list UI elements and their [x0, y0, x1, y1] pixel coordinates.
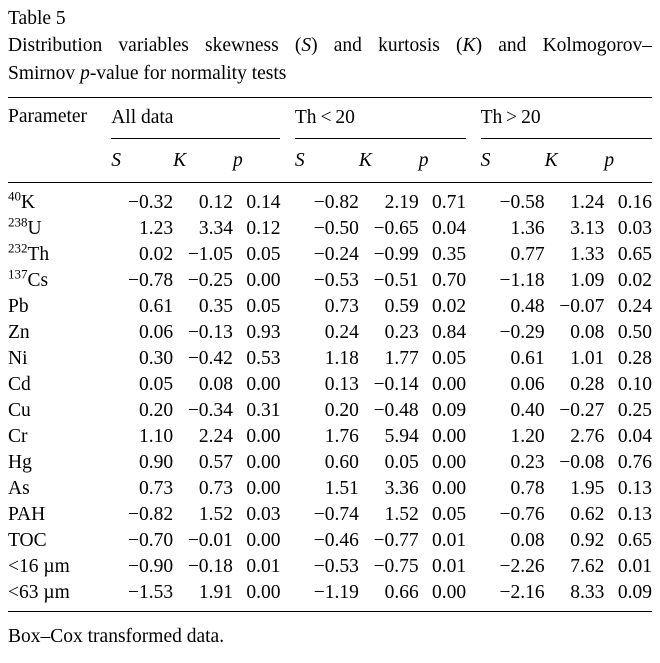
column-spacer [466, 320, 480, 346]
value-cell-k: −1.05 [187, 244, 233, 265]
value-cell-k: 1.09 [570, 270, 605, 291]
value-cell-p: 0.04 [432, 218, 467, 239]
subheader-k: K [173, 139, 233, 183]
value-cell-s: 1.76 [324, 426, 359, 447]
caption-text: ) and kurtosis ( [311, 35, 463, 56]
param-label: Hg [8, 452, 32, 473]
param-label: U [27, 218, 42, 239]
column-spacer [466, 139, 480, 183]
subheader-s: S [481, 139, 545, 183]
value-cell-p: 0.84 [432, 322, 467, 343]
value-cell-k: 0.92 [570, 530, 605, 551]
value-cell-p: 0.16 [617, 192, 652, 213]
table-row [8, 528, 652, 554]
param-cell [8, 450, 111, 476]
group-header-all-data [111, 98, 280, 140]
group-header-th-lt-20 [295, 98, 466, 140]
value-cell-s: −1.53 [111, 580, 173, 612]
value-cell-k: −0.51 [373, 270, 419, 291]
subheader-p: p [604, 139, 652, 183]
value-cell-p: 0.09 [432, 400, 467, 421]
value-cell-k: 0.05 [384, 452, 419, 473]
value-cell-p: 0.05 [432, 504, 467, 525]
column-spacer [280, 580, 294, 612]
value-cell-s: 0.20 [324, 400, 359, 421]
param-cell [8, 424, 111, 450]
value-cell-k: 8.33 [545, 580, 605, 612]
value-cell-p: 0.00 [233, 580, 281, 612]
value-cell-k: −0.48 [373, 400, 419, 421]
value-cell-k: 0.59 [384, 296, 419, 317]
table-row [8, 242, 652, 268]
value-cell-p: 0.00 [432, 452, 467, 473]
value-cell-p: 0.28 [617, 348, 652, 369]
isotope-mass-number: 137 [8, 266, 28, 282]
value-cell-s: 0.61 [138, 296, 174, 317]
value-cell-s: −0.78 [127, 270, 174, 291]
value-cell-k: 1.95 [570, 478, 605, 499]
value-cell-s: 0.48 [510, 296, 545, 317]
value-cell-k: 1.33 [570, 244, 605, 265]
value-cell-p: 0.53 [246, 348, 281, 369]
value-cell-p: 0.00 [246, 270, 281, 291]
subheader-p: p [419, 139, 466, 183]
value-cell-p: 0.65 [617, 530, 652, 551]
caption-text: Smirnov [8, 63, 81, 84]
value-cell-s: 0.08 [510, 530, 545, 551]
column-spacer [466, 450, 480, 476]
value-cell-p: 0.35 [432, 244, 467, 265]
value-cell-p: 0.05 [246, 296, 281, 317]
value-cell-p: 0.65 [617, 244, 652, 265]
value-cell-p: 0.00 [432, 426, 467, 447]
column-spacer [466, 242, 480, 268]
value-cell-p: 0.25 [617, 400, 652, 421]
param-label: Cs [27, 270, 49, 291]
column-spacer [280, 183, 294, 217]
value-cell-p: 0.10 [617, 374, 652, 395]
column-spacer [466, 424, 480, 450]
param-label: PAH [8, 504, 46, 525]
column-spacer [466, 216, 480, 242]
table-row [8, 398, 652, 424]
value-cell-s: 1.51 [324, 478, 359, 499]
value-cell-p: 0.71 [432, 192, 467, 213]
value-cell-p: 0.01 [617, 556, 652, 577]
param-label: Cr [8, 426, 28, 447]
column-spacer [280, 502, 294, 528]
param-cell [8, 502, 111, 528]
value-cell-s: −0.50 [313, 218, 359, 239]
value-cell-p: 0.00 [246, 452, 281, 473]
subheader-s: S [111, 139, 173, 183]
value-cell-k: 0.23 [384, 322, 419, 343]
value-cell-k: −0.01 [187, 530, 233, 551]
table-row [8, 554, 652, 580]
value-cell-k: −0.42 [187, 348, 233, 369]
group-label: Th < 20 [295, 106, 466, 139]
value-cell-p: 0.05 [246, 244, 281, 265]
isotope-mass-number: 238 [8, 214, 28, 230]
value-cell-k: −0.27 [559, 400, 605, 421]
value-cell-s: 1.10 [138, 426, 174, 447]
value-cell-k: 3.13 [570, 218, 605, 239]
param-label: Zn [8, 322, 30, 343]
value-cell-s: −1.19 [295, 580, 359, 612]
value-cell-k: 1.52 [198, 504, 233, 525]
value-cell-p: 0.14 [246, 192, 281, 213]
value-cell-s: −0.74 [313, 504, 359, 525]
caption-italic-k: K [462, 35, 476, 56]
value-cell-p: 0.70 [432, 270, 467, 291]
table-row [8, 372, 652, 398]
value-cell-k: −0.13 [187, 322, 233, 343]
subheader-k: K [545, 139, 605, 183]
value-cell-s: 0.78 [510, 478, 545, 499]
value-cell-k: 1.91 [173, 580, 233, 612]
value-cell-k: 2.24 [198, 426, 233, 447]
value-cell-k: 0.08 [198, 374, 233, 395]
param-label: K [21, 192, 36, 213]
value-cell-p: 0.76 [617, 452, 652, 473]
column-spacer [466, 183, 480, 217]
group-label: All data [111, 106, 280, 139]
column-spacer [280, 98, 294, 140]
value-cell-k: −0.75 [373, 556, 419, 577]
value-cell-k: 0.57 [198, 452, 233, 473]
table-caption [8, 32, 652, 88]
column-spacer [466, 580, 480, 612]
value-cell-k: 0.28 [570, 374, 605, 395]
value-cell-p: 0.00 [419, 580, 466, 612]
value-cell-s: 1.20 [510, 426, 545, 447]
column-spacer [280, 216, 294, 242]
caption-line-1 [8, 32, 652, 60]
column-spacer [280, 268, 294, 294]
value-cell-k: −0.34 [187, 400, 233, 421]
value-cell-s: 0.06 [510, 374, 545, 395]
column-spacer [466, 346, 480, 372]
column-spacer [280, 242, 294, 268]
value-cell-k: 7.62 [570, 556, 605, 577]
value-cell-s: 0.02 [138, 244, 174, 265]
column-spacer [466, 98, 480, 140]
value-cell-s: 1.36 [510, 218, 545, 239]
value-cell-s: 0.05 [138, 374, 174, 395]
table-row [8, 424, 652, 450]
value-cell-p: 0.00 [432, 374, 467, 395]
value-cell-s: −0.82 [127, 504, 174, 525]
value-cell-s: −2.26 [499, 556, 545, 577]
value-cell-p: 0.31 [246, 400, 281, 421]
group-header-row [8, 98, 652, 140]
param-cell [8, 294, 111, 320]
subheader-k: K [359, 139, 419, 183]
column-spacer [466, 528, 480, 554]
value-cell-s: 0.06 [138, 322, 174, 343]
caption-text: ) and Kolmogorov– [475, 35, 652, 56]
value-cell-k: −0.25 [187, 270, 233, 291]
param-cell [8, 242, 111, 268]
value-cell-k: 0.35 [198, 296, 233, 317]
param-label: As [8, 478, 30, 499]
value-cell-p: 0.00 [246, 426, 281, 447]
parameter-column-header: Parameter [8, 98, 111, 183]
column-spacer [280, 294, 294, 320]
table-number-title: Table 5 [8, 8, 66, 29]
table-row [8, 183, 652, 217]
value-cell-p: 0.00 [246, 530, 281, 551]
value-cell-s: −0.70 [127, 530, 174, 551]
value-cell-s: 0.90 [138, 452, 174, 473]
param-cell [8, 320, 111, 346]
value-cell-s: −0.90 [127, 556, 174, 577]
value-cell-s: −0.53 [313, 270, 359, 291]
value-cell-k: 0.66 [359, 580, 419, 612]
value-cell-k: −0.77 [373, 530, 419, 551]
param-cell [8, 398, 111, 424]
value-cell-k: 1.77 [384, 348, 419, 369]
table-row [8, 320, 652, 346]
column-spacer [280, 139, 294, 183]
table-footnote: Box–Cox transformed data. [8, 626, 225, 647]
value-cell-s: −1.18 [499, 270, 545, 291]
column-spacer [280, 476, 294, 502]
value-cell-p: 0.03 [617, 218, 652, 239]
column-spacer [280, 372, 294, 398]
value-cell-s: −0.82 [313, 192, 359, 213]
value-cell-k: 0.62 [570, 504, 605, 525]
column-spacer [280, 554, 294, 580]
value-cell-p: 0.01 [432, 556, 467, 577]
value-cell-k: 0.73 [198, 478, 233, 499]
param-cell [8, 372, 111, 398]
value-cell-s: −0.76 [499, 504, 545, 525]
value-cell-p: 0.00 [246, 478, 281, 499]
param-label: Pb [8, 296, 29, 317]
value-cell-s: 1.23 [138, 218, 174, 239]
param-cell [8, 476, 111, 502]
value-cell-p: 0.13 [617, 504, 652, 525]
value-cell-k: −0.07 [559, 296, 605, 317]
value-cell-p: 0.04 [617, 426, 652, 447]
column-spacer [280, 424, 294, 450]
value-cell-k: 2.76 [570, 426, 605, 447]
value-cell-s: −0.46 [313, 530, 359, 551]
column-spacer [466, 268, 480, 294]
table-row [8, 580, 652, 612]
value-cell-p: 0.02 [432, 296, 467, 317]
param-cell [8, 528, 111, 554]
value-cell-k: 2.19 [384, 192, 419, 213]
value-cell-s: 0.60 [324, 452, 359, 473]
column-spacer [280, 398, 294, 424]
value-cell-k: −0.14 [373, 374, 419, 395]
column-spacer [466, 294, 480, 320]
value-cell-p: 0.09 [604, 580, 652, 612]
value-cell-k: −0.08 [559, 452, 605, 473]
value-cell-s: −0.29 [499, 322, 545, 343]
value-cell-p: 0.00 [432, 478, 467, 499]
caption-text: Distribution variables skewness ( [8, 35, 302, 56]
value-cell-s: 0.61 [510, 348, 545, 369]
value-cell-k: −0.99 [373, 244, 419, 265]
table-row [8, 268, 652, 294]
value-cell-s: −0.53 [313, 556, 359, 577]
table-row [8, 346, 652, 372]
column-spacer [280, 346, 294, 372]
value-cell-p: 0.93 [246, 322, 281, 343]
value-cell-s: 1.18 [324, 348, 359, 369]
column-spacer [280, 528, 294, 554]
column-spacer [466, 502, 480, 528]
value-cell-s: −0.58 [499, 192, 545, 213]
value-cell-k: 3.36 [384, 478, 419, 499]
caption-text: -value for normality tests [89, 63, 287, 84]
column-spacer [466, 372, 480, 398]
value-cell-s: 0.24 [324, 322, 359, 343]
caption-line-2 [8, 60, 652, 88]
param-cell [8, 183, 111, 217]
value-cell-s: 0.20 [138, 400, 174, 421]
table-row [8, 294, 652, 320]
value-cell-k: 5.94 [384, 426, 419, 447]
value-cell-p: 0.00 [246, 374, 281, 395]
param-cell [8, 216, 111, 242]
caption-italic-s: S [301, 35, 312, 56]
value-cell-s: −2.16 [481, 580, 545, 612]
value-cell-s: −0.32 [127, 192, 174, 213]
value-cell-s: 0.13 [324, 374, 359, 395]
param-cell [8, 580, 111, 612]
value-cell-k: −0.18 [187, 556, 233, 577]
param-cell [8, 268, 111, 294]
value-cell-p: 0.01 [432, 530, 467, 551]
param-label: <63 µm [8, 582, 70, 603]
table-row [8, 450, 652, 476]
value-cell-p: 0.01 [246, 556, 281, 577]
value-cell-k: 3.34 [198, 218, 233, 239]
isotope-mass-number: 40 [8, 188, 21, 204]
value-cell-k: −0.65 [373, 218, 419, 239]
subheader-s: S [295, 139, 359, 183]
param-cell [8, 346, 111, 372]
value-cell-s: 0.73 [138, 478, 174, 499]
value-cell-k: 1.01 [570, 348, 605, 369]
value-cell-s: 0.40 [510, 400, 545, 421]
value-cell-s: −0.24 [313, 244, 359, 265]
param-label: <16 µm [8, 556, 70, 577]
value-cell-p: 0.12 [246, 218, 281, 239]
value-cell-s: 0.73 [324, 296, 359, 317]
value-cell-k: 0.08 [570, 322, 605, 343]
param-label: Ni [8, 348, 28, 369]
caption-italic-p: p [80, 63, 90, 84]
value-cell-k: 0.12 [198, 192, 233, 213]
value-cell-p: 0.50 [617, 322, 652, 343]
column-spacer [280, 450, 294, 476]
value-cell-s: 0.77 [510, 244, 545, 265]
value-cell-p: 0.02 [617, 270, 652, 291]
column-spacer [466, 476, 480, 502]
param-cell [8, 554, 111, 580]
param-label: Th [27, 244, 50, 265]
table-row [8, 216, 652, 242]
value-cell-p: 0.05 [432, 348, 467, 369]
value-cell-k: 1.24 [570, 192, 605, 213]
param-label: Cu [8, 400, 31, 421]
value-cell-p: 0.13 [617, 478, 652, 499]
column-spacer [280, 320, 294, 346]
column-spacer [466, 398, 480, 424]
isotope-mass-number: 232 [8, 240, 28, 256]
table-row [8, 476, 652, 502]
subheader-p: p [233, 139, 281, 183]
value-cell-s: 0.23 [510, 452, 545, 473]
value-cell-s: 0.30 [138, 348, 174, 369]
group-header-th-gt-20 [481, 98, 652, 140]
value-cell-k: 1.52 [384, 504, 419, 525]
column-spacer [466, 554, 480, 580]
value-cell-p: 0.03 [246, 504, 281, 525]
group-label: Th > 20 [481, 106, 652, 139]
table-body [8, 183, 652, 612]
param-label: TOC [8, 530, 47, 551]
table-row [8, 502, 652, 528]
value-cell-p: 0.24 [617, 296, 652, 317]
param-label: Cd [8, 374, 31, 395]
statistics-table [8, 97, 652, 612]
